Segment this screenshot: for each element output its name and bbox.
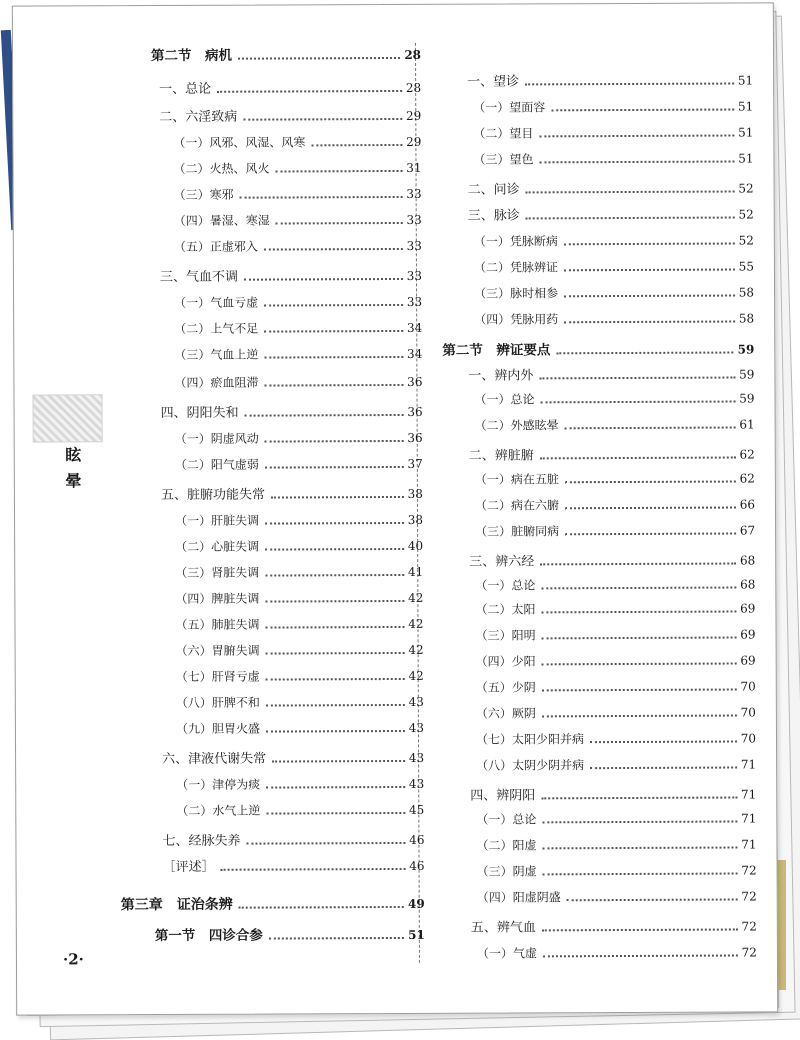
toc-entry-page: 37 (407, 456, 423, 471)
toc-entry-page: 69 (740, 627, 756, 642)
toc-entry (175, 537, 423, 555)
toc-entry-title: 第二节 病机 (150, 47, 233, 65)
toc-entry-title: （六）胃腑失调 (175, 643, 260, 658)
toc-entry-title: （二）阳气虚弱 (174, 457, 259, 472)
toc-entry-page: 58 (738, 285, 755, 300)
toc-entry (174, 211, 422, 229)
toc-entry (473, 123, 753, 141)
toc-entry (476, 755, 756, 773)
dot-leader (266, 786, 405, 789)
toc-entry-title: （八）太阴少阴并病 (476, 758, 585, 773)
dot-leader (246, 842, 405, 845)
dot-leader (272, 760, 405, 763)
dot-leader (266, 626, 405, 629)
toc-entry-page: 68 (740, 577, 756, 592)
toc-entry (151, 43, 421, 64)
dot-leader (556, 352, 733, 355)
toc-entry-page: 38 (407, 512, 424, 527)
dot-leader (264, 356, 403, 359)
toc-entry (174, 345, 422, 363)
dot-leader (266, 652, 405, 655)
dot-leader (540, 563, 736, 566)
toc-entry (176, 801, 424, 819)
toc-entry (473, 97, 753, 115)
dot-leader (541, 587, 736, 590)
toc-entry (175, 511, 423, 529)
dot-leader (269, 937, 404, 940)
toc-entry-page: 51 (737, 99, 754, 114)
toc-entry-title: 三、脉诊 (467, 208, 520, 224)
toc-entry-title: （八）肝脾不和 (175, 695, 260, 710)
toc-entry (475, 521, 755, 539)
dot-leader (244, 278, 403, 281)
toc-entry-title: （三）肾脏失调 (175, 565, 260, 580)
toc-entry-title: （二）病在六腑 (474, 498, 560, 513)
dot-leader (541, 611, 736, 614)
toc-entry-title: 四、阴阳失和 (160, 405, 239, 422)
toc-entry-page: 59 (739, 367, 755, 382)
toc-entry-page: 62 (739, 447, 755, 462)
decorative-pattern-image (32, 394, 102, 442)
dot-leader (541, 797, 737, 800)
toc-entry-title: （一）津停为痰 (176, 777, 261, 792)
dot-leader (542, 663, 737, 666)
toc-entry-title: （四）凭脉用药 (474, 312, 559, 327)
toc-entry-title: （二）心脏失调 (175, 539, 260, 554)
toc-entry (469, 443, 755, 463)
dot-leader (265, 466, 404, 469)
toc-entry-page: 58 (738, 311, 755, 326)
toc-entry-title: （一）总论 (475, 578, 536, 593)
toc-entry (471, 915, 757, 935)
dot-leader (266, 730, 405, 733)
toc-entry-title: （四）暑湿、寒湿 (173, 213, 270, 228)
toc-entry-title: （一）肝脏失调 (175, 513, 260, 528)
toc-entry (474, 309, 754, 327)
toc-entry (476, 651, 756, 669)
toc-entry (176, 775, 424, 793)
column-divider (415, 43, 420, 963)
toc-entry-title: （五）少阴 (475, 680, 536, 695)
dot-leader (542, 929, 738, 932)
toc-entry-page: 51 (408, 927, 425, 942)
dot-leader (565, 481, 736, 484)
toc-entry-title: 一、总论 (159, 81, 212, 98)
toc-entry-page: 71 (741, 811, 757, 826)
dot-leader (245, 414, 404, 417)
dot-leader (567, 899, 738, 902)
dot-leader (564, 243, 735, 246)
toc-entry-title: （二）外感眩晕 (474, 418, 559, 433)
dot-leader (311, 144, 402, 146)
toc-entry-title: （一）气血亏虚 (174, 295, 259, 310)
toc-entry-page: 70 (740, 679, 756, 694)
dot-leader (264, 304, 403, 307)
toc-entry-title: （四）脾脏失调 (175, 591, 260, 606)
toc-entry-title: （四）瘀血阻滞 (174, 375, 259, 390)
toc-entry-page: 43 (408, 750, 425, 765)
toc-entry (162, 747, 424, 767)
toc-entry (476, 703, 756, 721)
dot-leader (542, 847, 737, 850)
toc-entry-page: 52 (738, 181, 754, 196)
toc-entry-title: 第二节 辨证要点 (442, 342, 551, 359)
dot-leader (265, 548, 404, 551)
toc-entry (173, 159, 421, 177)
toc-entry (121, 893, 425, 914)
dot-leader (565, 427, 736, 430)
toc-entry-title: （三）脉时相参 (474, 286, 559, 301)
toc-entry (474, 283, 754, 301)
toc-entry-page: 28 (404, 47, 422, 62)
toc-entry-page: 71 (741, 837, 757, 852)
toc-entry-page: 34 (406, 320, 423, 335)
toc-entry-page: 29 (405, 108, 422, 123)
toc-entry (474, 257, 754, 275)
toc-entry-title: 六、津液代谢失常 (162, 751, 267, 768)
toc-entry (174, 319, 422, 337)
dot-leader (539, 377, 735, 380)
toc-entry-title: 二、问诊 (467, 182, 520, 198)
toc-entry-page: 43 (408, 776, 425, 791)
toc-entry-page: 33 (406, 294, 423, 309)
toc-entry-title: （九）胆胃火盛 (175, 721, 261, 736)
dot-leader (240, 196, 403, 199)
toc-entry-page: 29 (406, 134, 422, 149)
toc-entry-title: （六）厥阴 (475, 706, 536, 721)
toc-entry-page: 72 (741, 919, 757, 934)
toc-entry-page: 36 (407, 374, 423, 389)
dot-leader (276, 222, 403, 225)
toc-entry-title: 一、辨内外 (468, 368, 534, 384)
toc-entry-title: （三）寒邪 (173, 187, 234, 202)
toc-entry-title: （三）阳明 (475, 628, 536, 643)
toc-entry (155, 923, 425, 944)
toc-entry (477, 943, 757, 961)
toc-entry (175, 563, 423, 581)
toc-entry (475, 469, 755, 487)
dot-leader (217, 90, 402, 93)
side-title: 眩晕 (62, 446, 82, 499)
toc-entry-page: 71 (740, 787, 757, 802)
toc-entry (176, 719, 424, 737)
toc-entry-title: （二）望目 (473, 126, 534, 141)
toc-entry-page: 33 (406, 238, 422, 253)
toc-left-column (111, 5, 425, 945)
toc-entry (162, 829, 424, 849)
toc-entry (159, 77, 421, 97)
toc-entry (477, 887, 757, 905)
toc-entry (174, 293, 422, 311)
toc-entry-title: 第三章 证治条辨 (120, 896, 233, 914)
toc-entry-title: （一）总论 (476, 812, 537, 827)
toc-entry (176, 667, 424, 685)
dot-leader (542, 689, 737, 692)
dot-leader (564, 321, 735, 324)
toc-entry (474, 231, 754, 249)
toc-entry (175, 615, 423, 633)
dot-leader (543, 873, 738, 876)
toc-entry-title: 五、辨气血 (470, 920, 536, 936)
dot-leader (565, 507, 736, 510)
dot-leader (543, 955, 738, 958)
toc-entry (476, 625, 756, 643)
toc-entry-title: 五、脏腑功能失常 (160, 487, 265, 504)
toc-entry-page: 59 (739, 391, 755, 406)
toc-entry (468, 177, 754, 197)
toc-entry-page: 36 (407, 430, 423, 445)
toc-entry-page: 70 (740, 705, 756, 720)
toc-entry-page: 66 (739, 497, 756, 512)
toc-entry-page: 51 (738, 125, 754, 140)
toc-entry-title: 七、经脉失养 (162, 833, 241, 850)
toc-entry-page: 31 (406, 160, 422, 175)
toc-entry-page: 62 (739, 471, 755, 486)
dot-leader (239, 906, 404, 909)
toc-entry (175, 429, 423, 447)
dot-leader (526, 191, 735, 194)
toc-entry-page: 42 (408, 590, 424, 605)
toc-entry-title: （一）望面容 (473, 100, 546, 115)
toc-entry-page: 38 (407, 486, 423, 501)
dot-leader (265, 522, 404, 525)
dot-leader (542, 821, 737, 824)
toc-entry-title: 四、辨阴阳 (470, 788, 536, 804)
toc-entry (467, 69, 753, 89)
dot-leader (539, 135, 734, 138)
dot-leader (221, 868, 406, 871)
toc-entry-page: 70 (740, 731, 757, 746)
toc-entry-page: 43 (408, 720, 424, 735)
dot-leader (525, 83, 734, 86)
toc-entry-page: 67 (739, 523, 756, 538)
toc-entry-title: （三）气血上逆 (174, 347, 259, 362)
toc-entry-title: （一）气虚 (476, 946, 537, 961)
toc-entry-page: 51 (737, 73, 754, 88)
toc-entry (475, 495, 755, 513)
toc-entry (174, 237, 422, 255)
toc-entry-page: 72 (741, 863, 757, 878)
dot-leader (266, 812, 405, 815)
toc-entry-title: （五）正虚邪入 (173, 239, 258, 254)
toc-entry (163, 855, 425, 875)
toc-entry (159, 105, 421, 125)
toc-entry-page: 43 (408, 694, 424, 709)
toc-entry-page: 33 (406, 186, 422, 201)
toc-entry (161, 483, 423, 503)
dot-leader (551, 109, 734, 112)
toc-entry (174, 185, 422, 203)
toc-entry-page: 34 (407, 346, 423, 361)
dot-leader (265, 574, 404, 577)
dot-leader (564, 295, 735, 298)
toc-entry (470, 783, 756, 803)
toc-entry-title: （二）凭脉辨证 (473, 260, 558, 275)
toc-entry-title: （三）望色 (473, 152, 534, 167)
toc-entry (475, 599, 755, 617)
toc-entry-page: 46 (409, 858, 425, 873)
toc-entry (468, 203, 754, 223)
page-number: ·2· (62, 950, 84, 969)
dot-leader (271, 496, 404, 499)
toc-entry-title: ［评述］ (162, 859, 215, 876)
toc-entry (160, 265, 422, 285)
toc-entry-page: 40 (407, 538, 424, 553)
toc-page (12, 2, 778, 1015)
toc-entry-title: （一）凭脉断病 (473, 234, 558, 249)
toc-entry-page: 41 (407, 564, 424, 579)
toc-entry (468, 363, 754, 383)
toc-entry (173, 133, 421, 151)
toc-entry-title: （一）病在五脏 (474, 472, 559, 487)
toc-entry-page: 55 (738, 259, 754, 274)
toc-entry-page: 72 (741, 889, 757, 904)
toc-entry-title: 二、六淫致病 (159, 109, 238, 126)
toc-entry-page: 42 (408, 668, 424, 683)
toc-entry-page: 51 (738, 151, 754, 166)
toc-entry-title: （二）太阳 (475, 602, 536, 617)
toc-entry-page: 69 (740, 653, 756, 668)
dot-leader (266, 704, 405, 707)
toc-entry (475, 415, 755, 433)
toc-entry-title: （五）肺脏失调 (175, 617, 260, 632)
toc-entry (176, 693, 424, 711)
toc-entry-page: 42 (408, 642, 424, 657)
toc-entry-title: 三、气血不调 (159, 269, 239, 286)
toc-entry (476, 809, 756, 827)
toc-entry-title: （二）上气不足 (174, 321, 259, 336)
dot-leader (266, 678, 405, 681)
dot-leader (238, 57, 400, 60)
dot-leader (243, 118, 402, 121)
toc-entry (175, 455, 423, 473)
dot-leader (541, 401, 736, 404)
toc-entry-title: （四）阳虚阴盛 (476, 890, 561, 905)
toc-entry-page: 68 (739, 553, 756, 568)
toc-entry (176, 641, 424, 659)
toc-entry (161, 401, 423, 421)
dot-leader (264, 248, 403, 251)
toc-entry-title: （七）肝肾亏虚 (175, 669, 260, 684)
dot-leader (264, 384, 403, 387)
toc-entry-page: 59 (737, 342, 755, 357)
dot-leader (542, 715, 737, 718)
toc-entry (174, 373, 422, 391)
toc-entry-page: 42 (408, 616, 424, 631)
toc-right-column (437, 3, 757, 961)
toc-entry-title: 第一节 四诊合参 (154, 927, 263, 945)
toc-entry-page: 72 (741, 945, 757, 960)
toc-entry (474, 389, 754, 407)
toc-entry-page: 33 (406, 268, 423, 283)
toc-entry-title: （二）火热、风火 (173, 161, 270, 176)
toc-entry (469, 549, 755, 569)
toc-entry-title: 三、辨六经 (469, 554, 535, 570)
toc-entry-page: 52 (738, 207, 754, 222)
toc-entry (175, 589, 423, 607)
toc-entry (475, 575, 755, 593)
toc-entry-title: （二）阳虚 (476, 838, 537, 853)
toc-entry-page: 28 (405, 80, 422, 95)
dot-leader (540, 161, 735, 164)
dot-leader (590, 767, 737, 770)
dot-leader (564, 269, 735, 272)
dot-leader (276, 170, 403, 173)
dot-leader (265, 600, 404, 603)
dot-leader (265, 440, 404, 443)
toc-entry-title: （四）少阳 (475, 654, 536, 669)
toc-entry-page: 49 (407, 896, 425, 911)
toc-entry-page: 45 (409, 802, 425, 817)
toc-entry (473, 149, 753, 167)
toc-entry-page: 71 (740, 757, 757, 772)
toc-entry (476, 729, 756, 747)
toc-entry-title: （一）总论 (474, 392, 535, 407)
dot-leader (542, 637, 737, 640)
dot-leader (565, 533, 736, 536)
toc-entry-title: （一）阴虚风动 (174, 431, 259, 446)
toc-entry (442, 337, 754, 358)
toc-entry-page: 36 (407, 404, 423, 419)
toc-entry-title: 一、望诊 (467, 74, 520, 90)
toc-entry-title: （二）水气上逆 (176, 803, 261, 818)
toc-entry-title: 二、辨脏腑 (468, 448, 534, 464)
toc-entry-title: （七）太阳少阳并病 (475, 732, 585, 747)
dot-leader (590, 741, 737, 744)
dot-leader (540, 457, 736, 460)
dot-leader (526, 217, 735, 220)
toc-entry (477, 861, 757, 879)
toc-entry (476, 835, 756, 853)
toc-entry-title: （一）风邪、风湿、风寒 (173, 135, 306, 150)
toc-entry (476, 677, 756, 695)
toc-entry-page: 69 (740, 601, 756, 616)
toc-entry-page: 52 (738, 233, 754, 248)
toc-entry-page: 46 (409, 832, 425, 847)
toc-entry-title: （三）脏腑同病 (475, 524, 560, 539)
toc-entry-title: （三）阴虚 (476, 864, 537, 879)
toc-entry-page: 33 (406, 212, 422, 227)
dot-leader (264, 330, 403, 333)
toc-entry-page: 61 (739, 417, 755, 432)
